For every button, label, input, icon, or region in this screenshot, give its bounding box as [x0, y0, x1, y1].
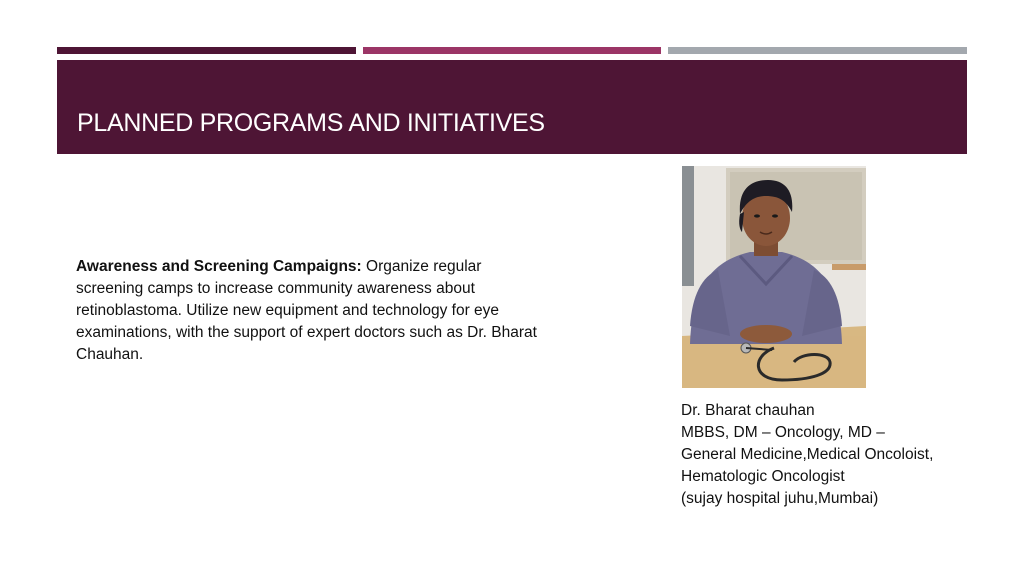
accent-stripe-3: [668, 47, 967, 54]
doctor-caption: [681, 400, 981, 510]
title-bar: [57, 60, 967, 154]
accent-stripe-1: [57, 47, 356, 54]
doctor-credentials-line-3: Hematologic Oncologist: [681, 468, 845, 485]
doctor-hospital: (sujay hospital juhu,Mumbai): [681, 490, 879, 507]
body-heading: Awareness and Screening Campaigns:: [76, 258, 362, 275]
doctor-portrait-icon: [682, 166, 866, 388]
doctor-credentials-line-1: MBBS, DM – Oncology, MD –: [681, 424, 885, 441]
doctor-photo: [682, 166, 866, 388]
doctor-credentials-line-2: General Medicine,Medical Oncoloist,: [681, 446, 934, 463]
slide-title: PLANNED PROGRAMS AND INITIATIVES: [77, 109, 545, 137]
body-paragraph: [76, 256, 546, 366]
doctor-name: Dr. Bharat chauhan: [681, 402, 815, 419]
body-text: Organize regular screening camps to increase community awareness about retinoblastoma. Utilize new equipment and technology for eye examinations, with the support of expert doctors such as Dr. Bharat Chauhan.: [76, 258, 537, 363]
accent-stripe-2: [363, 47, 661, 54]
